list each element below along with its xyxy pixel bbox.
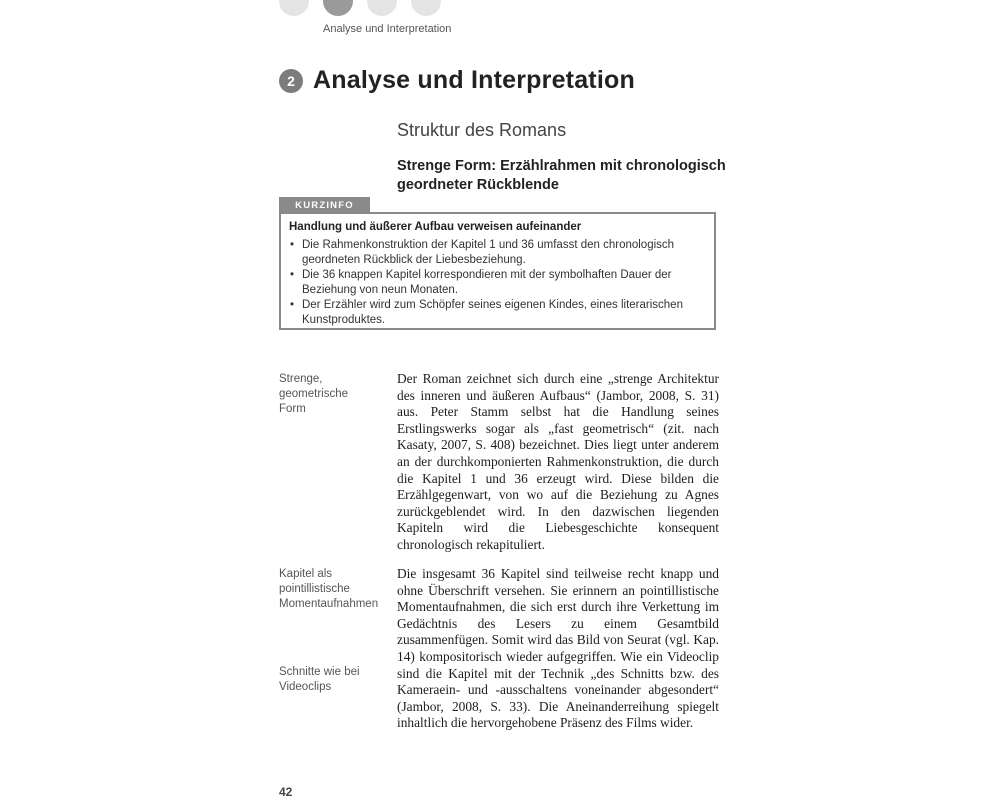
chapter-progress-dots: [279, 0, 441, 16]
margin-note-strenge-form: Strenge, geometrische Form: [279, 373, 349, 415]
kurzinfo-label: KURZINFO: [279, 197, 370, 213]
chapter-dot-1: [279, 0, 309, 16]
kurzinfo-list: [289, 238, 704, 328]
page-number: 42: [279, 785, 293, 799]
kurzinfo-box: [279, 212, 716, 330]
section-title: Struktur des Romans: [397, 120, 567, 140]
chapter-heading: [279, 66, 635, 95]
chapter-title: Analyse und Interpretation: [313, 66, 635, 94]
section-subtitle: Strenge Form: Erzählrahmen mit chronologisch geordneter Rückblende: [397, 158, 726, 193]
kurzinfo-title: Handlung und äußerer Aufbau verweisen aufeinander: [289, 221, 582, 233]
running-header: Analyse und Interpretation: [323, 23, 452, 35]
kurzinfo-item: • Die 36 knappen Kapitel korrespondieren mit der symbolhaften Dauer der Beziehung von neun Monaten.: [289, 268, 704, 298]
margin-note-momentaufnahmen: Kapitel als pointillistische Momentaufnahmen: [279, 568, 379, 610]
chapter-number-badge: 2: [279, 69, 303, 93]
body-paragraph: Die insgesamt 36 Kapitel sind teilweise recht knapp und ohne Überschrift versehen. Sie erinnern an pointillistische Momentaufnahmen, die sich erst durch ihre Verkettung im Gedächtnis des Lesers zu einem Gesamtbild zusammenfügen. Somit wird das Bild von Seurat (vgl. Kap. 14) kompositorisch wieder aufgegriffen. Wie ein Videoclip sind die Kapitel mit der Technik „des Schnitts bzw. des Kameraein- und -ausschaltens voneinander abgesondert“ (Jambor, 2008, S. 33). Die Aneinanderreihung spiegelt inhaltlich die hervorgehobene Präsenz des Films wider.: [397, 566, 719, 731]
margin-note-videoclips: Schnitte wie bei Videoclips: [279, 666, 360, 693]
chapter-dot-4: [411, 0, 441, 16]
kurzinfo-item: • Der Erzähler wird zum Schöpfer seines eigenen Kindes, eines literarischen Kunstproduktes.: [289, 298, 704, 328]
chapter-dot-2-active: [323, 0, 353, 16]
body-paragraph: Der Roman zeichnet sich durch eine „strenge Architektur des inneren und äußeren Aufbaus“ (Jambor, 2008, S. 31) aus. Peter Stamm selbst hat die Handlung seines Erstlingswerks sogar als „fast geometrisch“ (zit. nach Kasaty, 2007, S. 408) bezeichnet. Dies liegt unter anderem an der durchkomponierten Rahmenkonstruktion, die durch die Kapitel 1 und 36 erzeugt wird. Diese bilden die Erzählgegenwart, von wo auf die Beziehung zu Agnes zurückgeblendet wird. In den dazwischen liegenden Kapiteln wird die Liebesgeschichte konsequent chronologisch rekapituliert.: [397, 371, 719, 552]
kurzinfo-item: • Die Rahmenkonstruktion der Kapitel 1 und 36 umfasst den chronologisch geordneten Rückblick der Liebesbeziehung.: [289, 238, 704, 268]
chapter-dot-3: [367, 0, 397, 16]
